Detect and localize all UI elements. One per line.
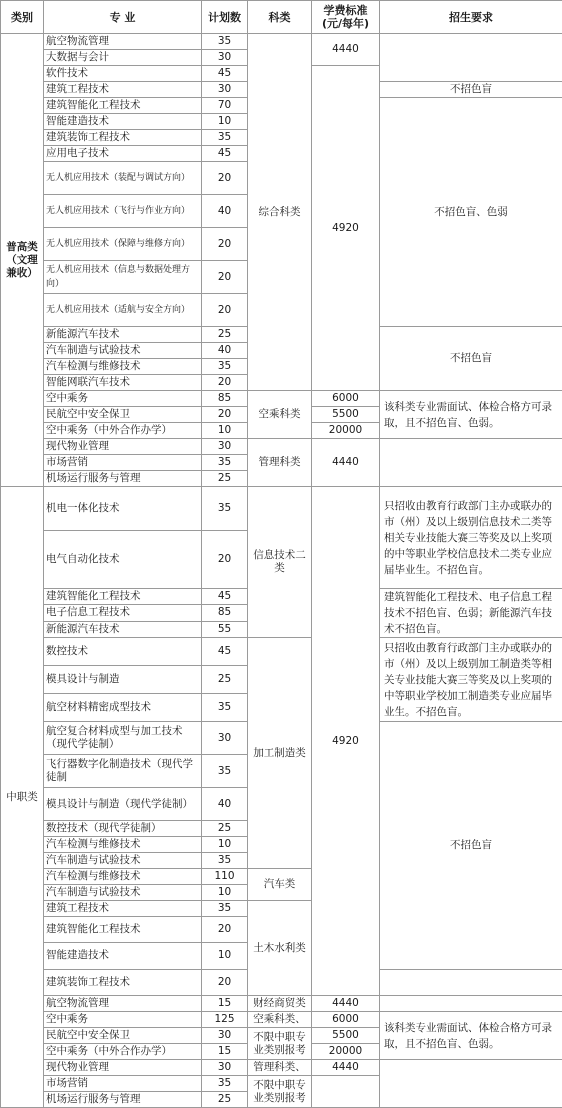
major-cell: 数控技术 <box>44 638 202 666</box>
major-cell: 大数据与会计 <box>44 50 202 66</box>
major-cell: 建筑智能化工程技术 <box>44 917 202 943</box>
plan-cell: 25 <box>202 471 248 487</box>
major-cell: 民航空中安全保卫 <box>44 407 202 423</box>
major-cell: 建筑装饰工程技术 <box>44 969 202 995</box>
plan-cell: 25 <box>202 1092 248 1108</box>
subject-cell: 加工制造类 <box>248 638 312 869</box>
plan-cell: 20 <box>202 162 248 195</box>
plan-cell: 45 <box>202 146 248 162</box>
plan-cell: 30 <box>202 82 248 98</box>
subject-cell: 信息技术二类 <box>248 487 312 638</box>
subject-cell: 管理科类 <box>248 439 312 487</box>
fee-cell: 4440 <box>312 996 380 1012</box>
subject-cell: 土木水利类 <box>248 901 312 996</box>
major-cell: 飞行器数字化制造技术（现代学徒制 <box>44 755 202 788</box>
table-row <box>1 487 562 531</box>
fee-cell: 20000 <box>312 1044 380 1060</box>
plan-cell: 70 <box>202 98 248 114</box>
plan-cell: 110 <box>202 869 248 885</box>
major-cell: 建筑工程技术 <box>44 82 202 98</box>
requirement-cell: 建筑智能化工程技术、电子信息工程技术不招色盲、色弱；新能源汽车技术不招色盲。 <box>380 589 562 638</box>
plan-cell: 85 <box>202 605 248 621</box>
plan-cell: 35 <box>202 755 248 788</box>
plan-cell: 20 <box>202 531 248 589</box>
table-row <box>1 1060 562 1076</box>
major-cell: 软件技术 <box>44 66 202 82</box>
header-subject: 科类 <box>248 1 312 34</box>
fee-cell: 4440 <box>312 34 380 66</box>
requirement-cell: 不招色盲 <box>380 82 562 98</box>
major-cell: 智能建造技术 <box>44 943 202 969</box>
fee-cell <box>312 1076 380 1108</box>
plan-cell: 10 <box>202 885 248 901</box>
header-plan: 计划数 <box>202 1 248 34</box>
plan-cell: 10 <box>202 943 248 969</box>
plan-cell: 35 <box>202 455 248 471</box>
header-fee: 学费标准(元/每年) <box>312 1 380 34</box>
plan-cell: 35 <box>202 694 248 722</box>
subject-cell: 财经商贸类 <box>248 996 312 1012</box>
requirement-cell: 不招色盲 <box>380 327 562 391</box>
fee-cell: 4440 <box>312 1060 380 1076</box>
fee-cell: 4920 <box>312 66 380 391</box>
major-cell: 机场运行服务与管理 <box>44 1092 202 1108</box>
section-general: 普高类（文理兼收） <box>1 34 44 487</box>
fee-cell: 20000 <box>312 423 380 439</box>
subject-cell: 汽车类 <box>248 869 312 901</box>
major-cell: 汽车检测与维修技术 <box>44 869 202 885</box>
plan-cell: 30 <box>202 722 248 755</box>
major-cell: 现代物业管理 <box>44 439 202 455</box>
plan-cell: 35 <box>202 34 248 50</box>
major-cell: 无人机应用技术（信息与数据处理方向） <box>44 261 202 294</box>
fee-cell: 5500 <box>312 1028 380 1044</box>
major-cell: 汽车检测与维修技术 <box>44 359 202 375</box>
major-cell: 建筑智能化工程技术 <box>44 589 202 605</box>
plan-cell: 40 <box>202 195 248 228</box>
plan-cell: 35 <box>202 487 248 531</box>
requirement-cell: 不招色盲 <box>380 722 562 970</box>
plan-cell: 40 <box>202 343 248 359</box>
requirement-cell: 只招收由教育行政部门主办或联办的市（州）及以上级别信息技术二类等相关专业技能大赛三等奖及以上奖项的中等职业学校信息技术二类专业应届毕业生。不招色盲。 <box>380 487 562 589</box>
plan-cell: 85 <box>202 391 248 407</box>
major-cell: 航空材料精密成型技术 <box>44 694 202 722</box>
fee-cell: 5500 <box>312 407 380 423</box>
plan-cell: 30 <box>202 50 248 66</box>
subject-cell: 不限中职专业类别报考 <box>248 1076 312 1108</box>
major-cell: 无人机应用技术（飞行与作业方向） <box>44 195 202 228</box>
fee-cell: 6000 <box>312 1012 380 1028</box>
major-cell: 模具设计与制造（现代学徒制） <box>44 788 202 821</box>
fee-cell: 4920 <box>312 487 380 996</box>
table-row <box>1 34 562 50</box>
major-cell: 汽车制造与试验技术 <box>44 343 202 359</box>
plan-cell: 20 <box>202 407 248 423</box>
plan-cell: 30 <box>202 1060 248 1076</box>
major-cell: 建筑工程技术 <box>44 901 202 917</box>
requirement-cell: 不招色盲、色弱 <box>380 98 562 327</box>
major-cell: 无人机应用技术（保障与维修方向） <box>44 228 202 261</box>
plan-cell: 125 <box>202 1012 248 1028</box>
plan-cell: 30 <box>202 439 248 455</box>
plan-cell: 25 <box>202 821 248 837</box>
header-category: 类别 <box>1 1 44 34</box>
table-row <box>1 638 562 666</box>
major-cell: 民航空中安全保卫 <box>44 1028 202 1044</box>
plan-cell: 20 <box>202 228 248 261</box>
major-cell: 智能网联汽车技术 <box>44 375 202 391</box>
plan-cell: 35 <box>202 359 248 375</box>
major-cell: 空中乘务 <box>44 391 202 407</box>
plan-cell: 35 <box>202 901 248 917</box>
plan-cell: 35 <box>202 130 248 146</box>
major-cell: 机场运行服务与管理 <box>44 471 202 487</box>
major-cell: 新能源汽车技术 <box>44 327 202 343</box>
requirement-cell: 该科类专业需面试、体检合格方可录取，且不招色盲、色弱。 <box>380 391 562 439</box>
section-vocational: 中职类 <box>1 487 44 1108</box>
plan-cell: 25 <box>202 666 248 694</box>
plan-cell: 40 <box>202 788 248 821</box>
plan-cell: 15 <box>202 1044 248 1060</box>
requirement-cell <box>380 34 562 82</box>
table-row <box>1 439 562 455</box>
major-cell: 航空复合材料成型与加工技术（现代学徒制） <box>44 722 202 755</box>
major-cell: 智能建造技术 <box>44 114 202 130</box>
plan-cell: 35 <box>202 1076 248 1092</box>
major-cell: 电气自动化技术 <box>44 531 202 589</box>
fee-cell: 4440 <box>312 439 380 487</box>
header-major: 专 业 <box>44 1 202 34</box>
major-cell: 无人机应用技术（适航与安全方向） <box>44 294 202 327</box>
plan-cell: 20 <box>202 294 248 327</box>
subject-cell: 不限中职专业类别报考 <box>248 1028 312 1060</box>
plan-cell: 10 <box>202 837 248 853</box>
major-cell: 建筑装饰工程技术 <box>44 130 202 146</box>
major-cell: 建筑智能化工程技术 <box>44 98 202 114</box>
plan-cell: 25 <box>202 327 248 343</box>
requirement-cell: 只招收由教育行政部门主办或联办的市（州）及以上级别加工制造类等相关专业技能大赛三等奖及以上奖项的中等职业学校加工制造类专业应届毕业生。不招色盲。 <box>380 638 562 722</box>
major-cell: 空中乘务 <box>44 1012 202 1028</box>
major-cell: 数控技术（现代学徒制） <box>44 821 202 837</box>
major-cell: 应用电子技术 <box>44 146 202 162</box>
subject-cell: 空乘科类 <box>248 391 312 439</box>
table-row <box>1 391 562 407</box>
major-cell: 空中乘务（中外合作办学） <box>44 423 202 439</box>
major-cell: 现代物业管理 <box>44 1060 202 1076</box>
plan-cell: 15 <box>202 996 248 1012</box>
subject-cell: 综合科类 <box>248 34 312 391</box>
major-cell: 电子信息工程技术 <box>44 605 202 621</box>
header-requirement: 招生要求 <box>380 1 562 34</box>
fee-cell: 6000 <box>312 391 380 407</box>
major-cell: 机电一体化技术 <box>44 487 202 531</box>
plan-cell: 10 <box>202 423 248 439</box>
major-cell: 新能源汽车技术 <box>44 621 202 637</box>
subject-cell: 管理科类、 <box>248 1060 312 1076</box>
major-cell: 无人机应用技术（装配与调试方向） <box>44 162 202 195</box>
major-cell: 汽车制造与试验技术 <box>44 853 202 869</box>
major-cell: 市场营销 <box>44 1076 202 1092</box>
major-cell: 汽车制造与试验技术 <box>44 885 202 901</box>
requirement-cell <box>380 439 562 487</box>
plan-cell: 20 <box>202 969 248 995</box>
major-cell: 汽车检测与维修技术 <box>44 837 202 853</box>
requirement-cell <box>380 996 562 1012</box>
plan-cell: 45 <box>202 66 248 82</box>
major-cell: 空中乘务（中外合作办学） <box>44 1044 202 1060</box>
major-cell: 市场营销 <box>44 455 202 471</box>
plan-cell: 20 <box>202 375 248 391</box>
major-cell: 航空物流管理 <box>44 34 202 50</box>
plan-cell: 20 <box>202 917 248 943</box>
requirement-cell <box>380 1060 562 1108</box>
plan-cell: 55 <box>202 621 248 637</box>
major-cell: 模具设计与制造 <box>44 666 202 694</box>
header-row <box>1 1 562 34</box>
plan-cell: 35 <box>202 853 248 869</box>
plan-cell: 10 <box>202 114 248 130</box>
plan-cell: 45 <box>202 589 248 605</box>
plan-cell: 20 <box>202 261 248 294</box>
plan-cell: 45 <box>202 638 248 666</box>
table-row <box>1 1012 562 1028</box>
table-row <box>1 996 562 1012</box>
requirement-cell: 该科类专业需面试、体检合格方可录取，且不招色盲、色弱。 <box>380 1012 562 1060</box>
major-cell: 航空物流管理 <box>44 996 202 1012</box>
plan-cell: 30 <box>202 1028 248 1044</box>
subject-cell: 空乘科类、 <box>248 1012 312 1028</box>
